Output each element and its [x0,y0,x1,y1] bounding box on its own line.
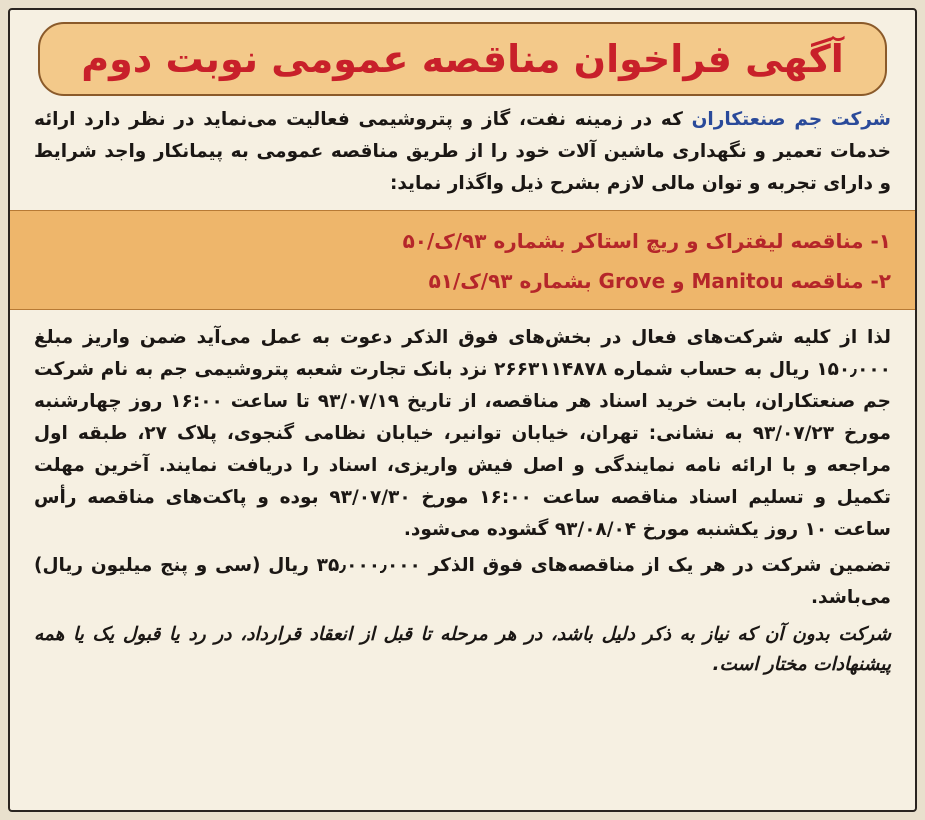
tender-item: ۲- مناقصه Manitou و Grove بشماره ۹۳/ک/۵۱ [428,269,891,293]
tender-item: ۱- مناقصه لیفتراک و ریچ استاکر بشماره ۹۳/ک/۵۰ [402,229,891,253]
guarantee-paragraph: تضمین شرکت در هر یک از مناقصه‌های فوق الذکر ۳۵٫۰۰۰٫۰۰۰ ریال (سی و پنج میلیون ریال) می‌باشد. [34,555,891,608]
notice-content [26,22,899,800]
title-banner [38,22,887,96]
intro-text: که در زمینه نفت، گاز و پتروشیمی فعالیت می‌نماید در نظر دارد ارائه خدمات تعمیر و نگهداری ماشین آلات خود را از طریق مناقصه عمومی به پیمانکار واجد شرایط و دارای تجربه و توان مالی لازم بشرح ذیل واگذار نماید: [34,109,891,194]
notice-frame [8,8,917,812]
tenders-band [10,210,915,310]
details-paragraph: لذا از کلیه شرکت‌های فعال در بخش‌های فوق الذکر دعوت به عمل می‌آید ضمن واریز مبلغ ۱۵۰٫۰۰۰ ریال به حساب شماره ۲۶۶۳۱۱۴۸۷۸ نزد بانک تجارت شعبه پتروشیمی جم به نام شرکت جم صنعتکاران، بابت خرید اسناد هر مناقصه، از تاریخ ۹۳/۰۷/۱۹ تا ساعت ۱۶:۰۰ روز چهارشنبه مورخ ۹۳/۰۷/۲۳ به نشانی: تهران، خیابان توانیر، خیابان نظامی گنجوی، پلاک ۲۷، طبقه اول مراجعه و با ارائه نامه نمایندگی و اصل فیش واریزی، اسناد را دریافت نمایند. آخرین مهلت تکمیل و تسلیم اسناد مناقصه ساعت ۱۶:۰۰ مورخ ۹۳/۰۷/۳۰ بوده و پاکت‌های مناقصه رأس ساعت ۱۰ روز یکشنبه مورخ ۹۳/۰۸/۰۴ گشوده می‌شود. [34,327,892,540]
notice-title: آگهی فراخوان مناقصه عمومی نوبت دوم [81,37,844,81]
company-name: شرکت جم صنعتکاران [691,109,892,130]
intro-paragraph [34,104,891,200]
disclaimer-paragraph: شرکت بدون آن که نیاز به ذکر دلیل باشد، در هر مرحله تا قبل از انعقاد قرارداد، در رد یا قبول یک یا همه پیشنهادات مختار است. [34,624,891,675]
